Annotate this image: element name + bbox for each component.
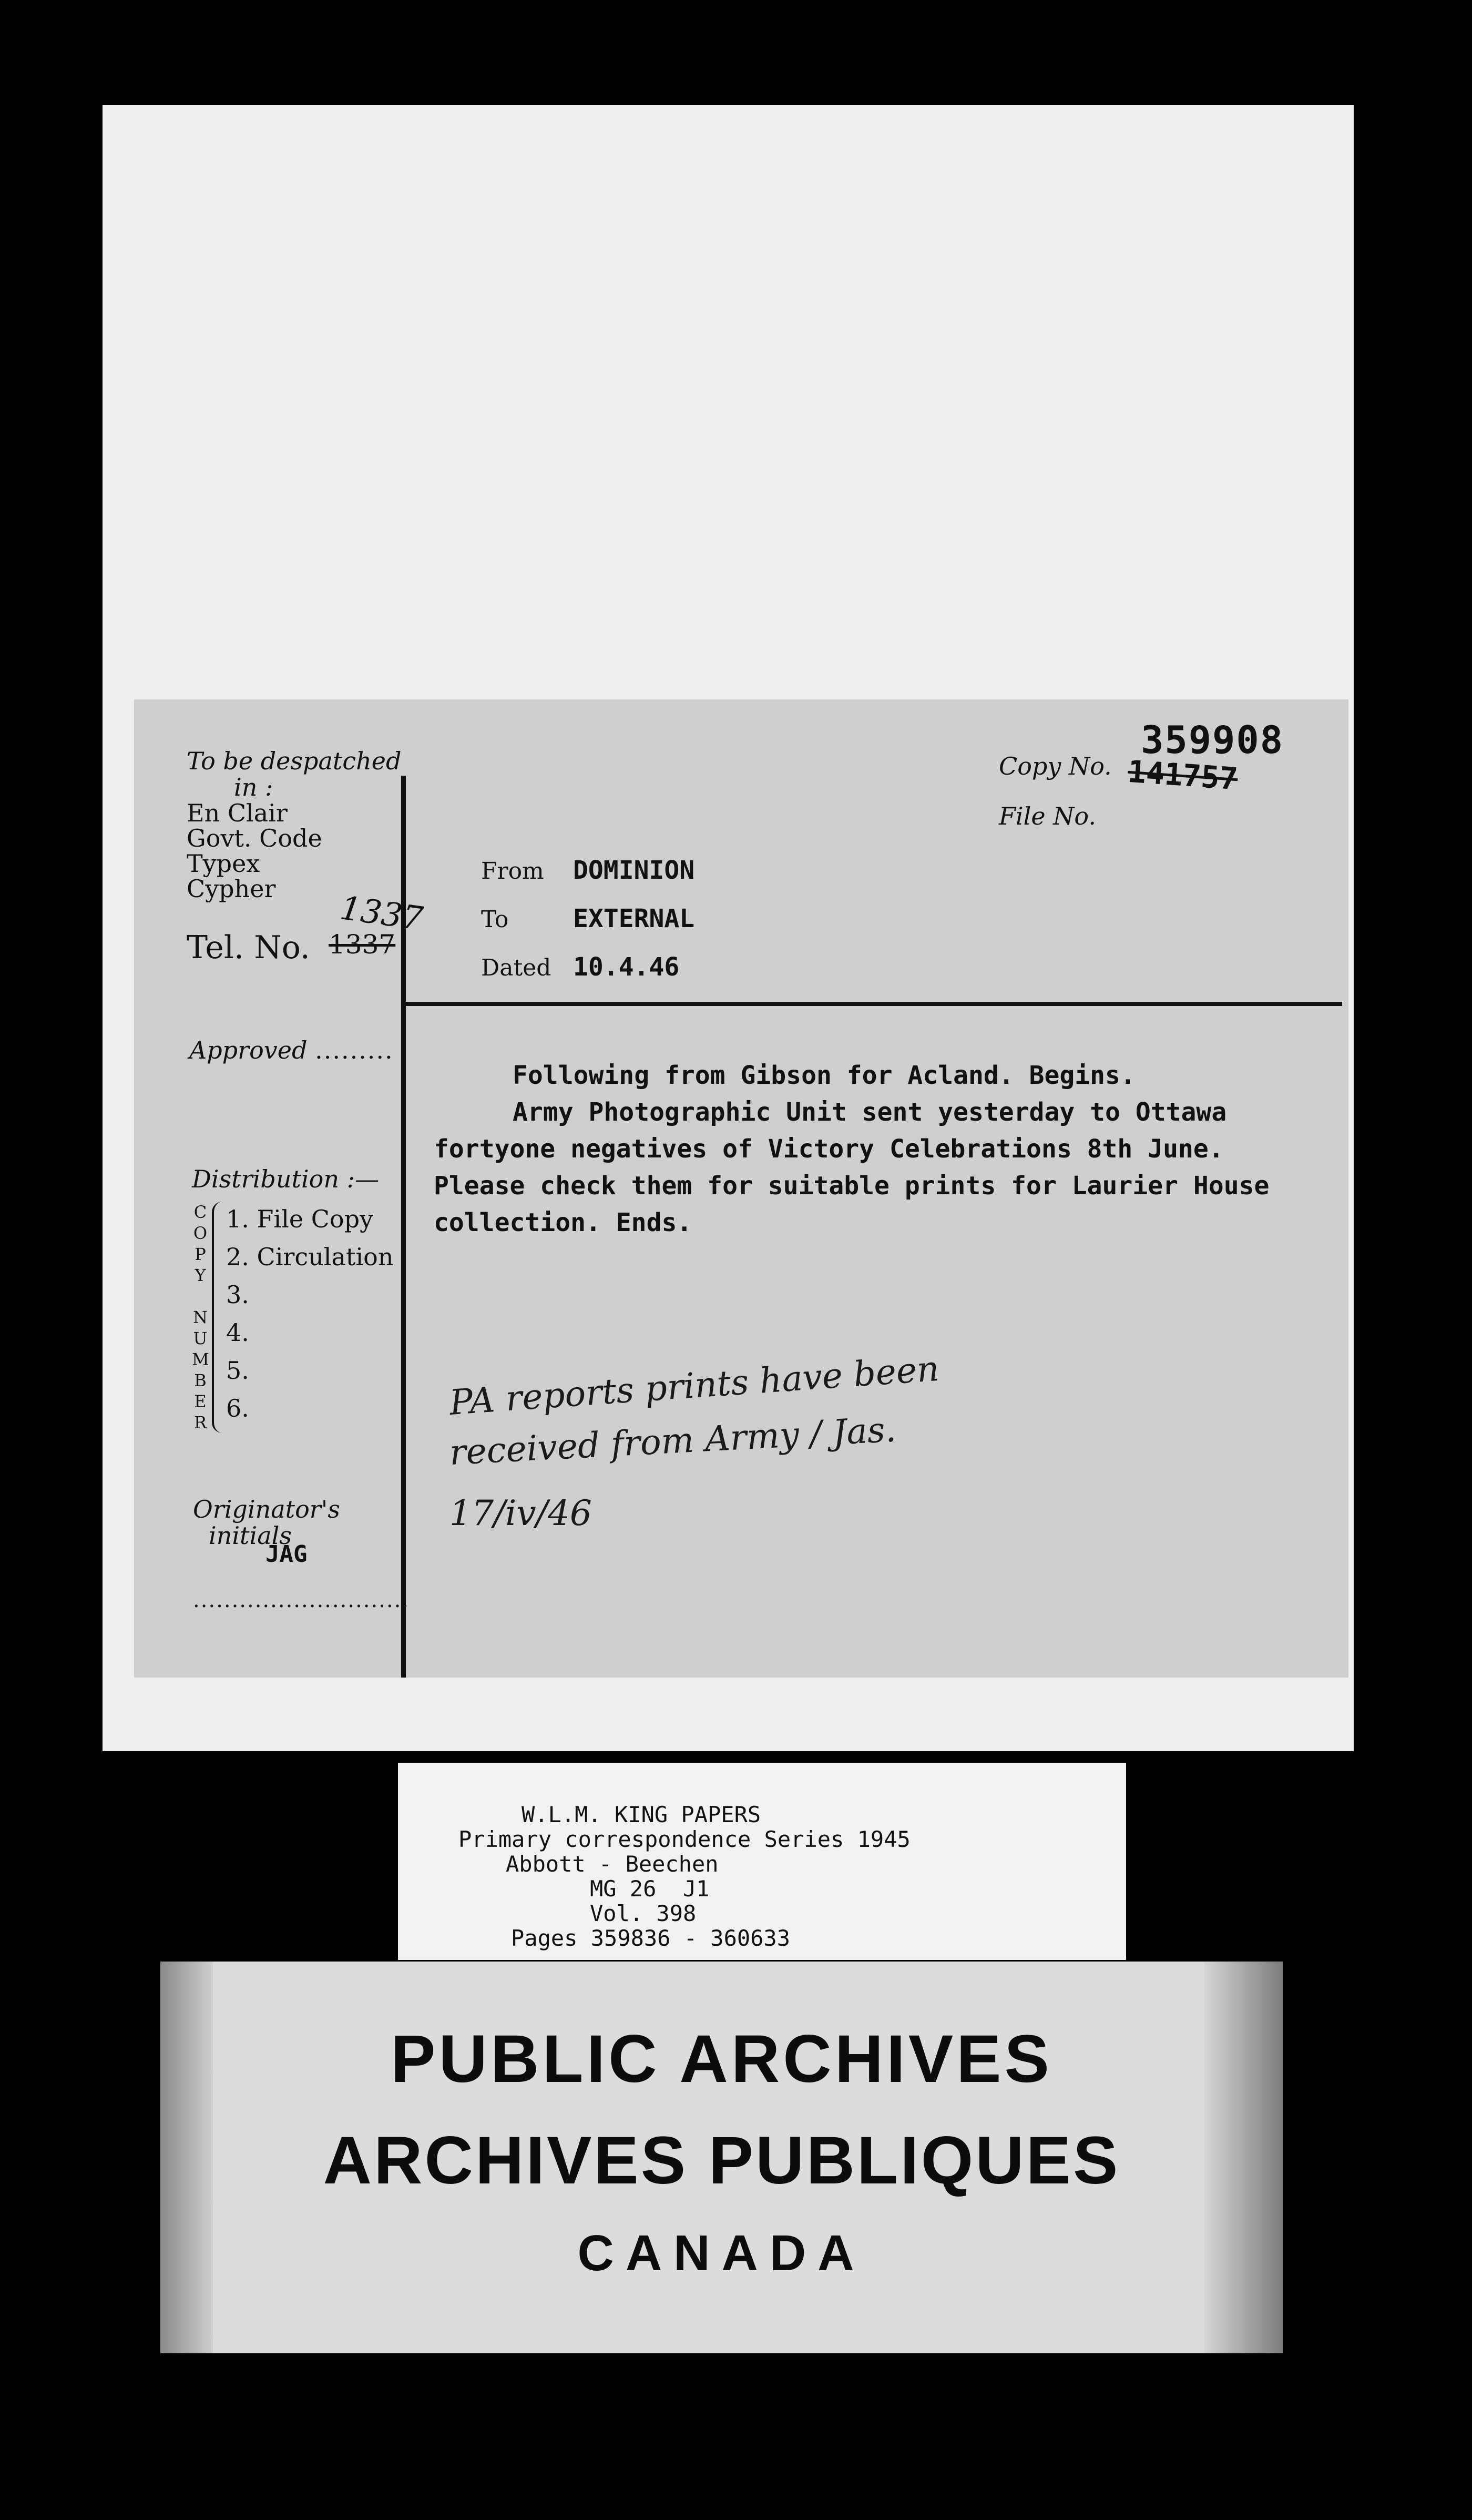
despatch-option: En Clair bbox=[187, 799, 288, 827]
tel-no-handwritten: 1337 bbox=[338, 888, 426, 938]
to-value: EXTERNAL bbox=[573, 904, 695, 933]
copy-no-label: Copy No. bbox=[999, 752, 1112, 780]
message-line: collection. Ends. bbox=[434, 1208, 692, 1237]
distribution-item: 1. File Copy bbox=[226, 1205, 374, 1233]
label-line: Pages 359836 - 360633 bbox=[511, 1925, 791, 1951]
copy-number-letter: U bbox=[193, 1328, 208, 1348]
originator-initials: JAG bbox=[265, 1541, 308, 1568]
approved-field bbox=[189, 1036, 394, 1064]
handwritten-note bbox=[448, 1348, 941, 1538]
distribution-item: 5. bbox=[226, 1356, 249, 1385]
copy-no-struck: 141757 bbox=[1126, 753, 1239, 797]
distribution-label: Distribution :— bbox=[192, 1165, 380, 1193]
copy-number-letter: B bbox=[194, 1370, 207, 1390]
archives-line-en: PUBLIC ARCHIVES bbox=[391, 2021, 1052, 2097]
copy-number-letter: R bbox=[193, 1413, 207, 1432]
message-line: Please check them for suitable prints for Laurier House bbox=[434, 1171, 1270, 1201]
file-no-label: File No. bbox=[999, 802, 1096, 830]
label-line: Abbott - Beechen bbox=[506, 1851, 719, 1877]
distribution-list bbox=[226, 1200, 393, 1427]
originator-label-line: Originator's bbox=[193, 1495, 341, 1523]
approved-dots: ......... bbox=[315, 1036, 394, 1064]
from-row bbox=[481, 847, 694, 895]
from-value: DOMINION bbox=[573, 856, 695, 885]
despatch-option: Typex bbox=[187, 849, 260, 878]
label-line: Vol. 398 bbox=[590, 1901, 697, 1926]
tel-no-label: Tel. No. bbox=[187, 929, 310, 966]
distribution-item: 2. Circulation bbox=[226, 1243, 394, 1271]
copy-no-stamp: 359908 bbox=[1141, 718, 1284, 762]
message-line: fortyone negatives of Victory Celebrations 8th June. bbox=[434, 1134, 1224, 1164]
label-line: W.L.M. KING PAPERS bbox=[522, 1802, 761, 1827]
archive-label-card bbox=[398, 1763, 1126, 1960]
copy-number-letter: O bbox=[193, 1223, 208, 1243]
despatch-option: Cypher bbox=[187, 875, 276, 903]
distribution-item: 3. bbox=[226, 1281, 249, 1309]
originator-dots: ............................ bbox=[193, 1588, 410, 1612]
dated-row bbox=[481, 943, 694, 992]
copy-number-letter: N bbox=[193, 1307, 208, 1327]
copy-number-gap bbox=[192, 1286, 209, 1307]
despatch-option: Govt. Code bbox=[187, 824, 322, 852]
telegram-form bbox=[134, 699, 1348, 1678]
public-archives-plate bbox=[160, 1962, 1283, 2353]
copy-number-letter: E bbox=[194, 1391, 207, 1411]
handwritten-line: received from Army / Jas. bbox=[448, 1409, 897, 1473]
despatch-block bbox=[187, 748, 401, 901]
approved-label: Approved bbox=[189, 1036, 308, 1064]
message-line: Army Photographic Unit sent yesterday to Ottawa bbox=[513, 1098, 1227, 1127]
copy-number-letter: Y bbox=[195, 1265, 206, 1285]
horizontal-rule bbox=[401, 1002, 1342, 1006]
label-line: Primary correspondence Series 1945 bbox=[458, 1826, 911, 1852]
archives-line-country: CANADA bbox=[577, 2225, 866, 2281]
label-line: MG 26 J1 bbox=[590, 1876, 710, 1902]
tel-no-struck: 1337 bbox=[329, 929, 396, 960]
distribution-item: 4. bbox=[226, 1318, 249, 1347]
originator-label-line: initials bbox=[209, 1521, 292, 1550]
from-label: From bbox=[481, 858, 544, 885]
distribution-brace bbox=[212, 1202, 223, 1433]
despatch-in: in : bbox=[234, 773, 273, 801]
dated-label: Dated bbox=[481, 954, 551, 981]
distribution-item: 6. bbox=[226, 1394, 249, 1422]
routing-block bbox=[481, 847, 694, 992]
copy-number-letter: M bbox=[192, 1349, 209, 1369]
copy-number-letters bbox=[192, 1202, 209, 1433]
message-line: Following from Gibson for Acland. Begins. bbox=[513, 1061, 1136, 1090]
despatch-heading: To be despatched bbox=[187, 747, 402, 775]
message-body bbox=[434, 1057, 1327, 1241]
handwritten-line: PA reports prints have been bbox=[448, 1348, 941, 1423]
copy-number-letter: C bbox=[193, 1202, 207, 1222]
to-row bbox=[481, 895, 694, 943]
copy-number-letter: P bbox=[195, 1244, 206, 1264]
archives-line-fr: ARCHIVES PUBLIQUES bbox=[323, 2123, 1120, 2198]
to-label: To bbox=[481, 906, 509, 933]
handwritten-date: 17/iv/46 bbox=[449, 1493, 592, 1533]
dated-value: 10.4.46 bbox=[573, 952, 680, 982]
